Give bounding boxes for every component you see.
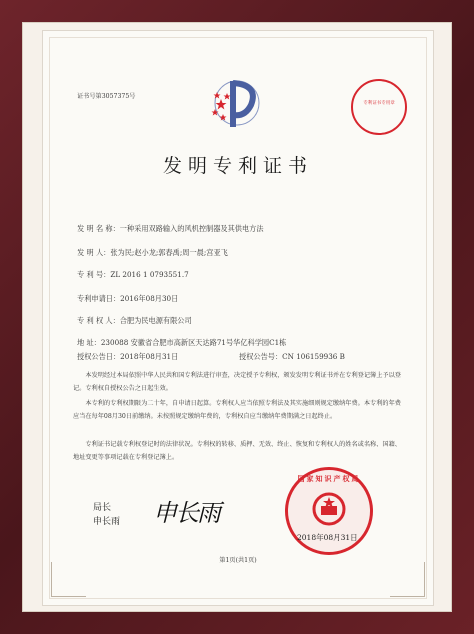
certificate-number: 证书号第3057375号 [77,93,136,100]
field-value: 张为民;赵小龙;郭春禹;周一晨;宫亚飞 [110,248,228,257]
paragraph-1: 本发明经过本局依照中华人民共和国专利法进行审查，决定授予专利权，颁发发明专利证书并在专利登记簿上予以登记。专利权自授权公告之日起生效。 [73,372,401,392]
field-label: 发 明 人： [77,248,111,257]
seal-date: 2018年08月31日 [297,533,358,542]
field-value: ZL 2016 1 0793551.7 [110,270,189,279]
certificate-paper [42,30,434,606]
corner-ornament [390,562,425,597]
field-label: 地 址： [77,338,101,347]
field-value: 一种采用双路输入的风机控制器及其供电方法 [119,224,264,233]
field-label: 专 利 权 人： [77,316,120,325]
field-label: 专利申请日： [77,294,121,303]
special-seal-stamp: 专利证书专用章 [351,79,407,135]
office-seal: 国家知识产权局 [285,467,373,555]
field-row [77,271,189,280]
field-label: 发 明 名 称： [77,224,120,233]
field-row [77,225,264,234]
certificate-title: 发明专利证书 [162,155,313,177]
paragraph-3: 专利证书记载专利权登记时的法律状况。专利权的转移、质押、无效、终止、恢复和专利权人的姓名或名称、国籍、地址变更等事项记载在专利登记簿上。 [73,441,401,461]
patent-office-logo-icon [211,73,267,133]
field-row [77,317,192,326]
director-name: 申长雨 [93,517,121,527]
field-label: 专 利 号： [77,270,111,279]
field-row [77,339,286,348]
field-value: 合肥为民电源有限公司 [119,316,192,325]
director-signature: 申长雨 [153,499,219,527]
field-value: 2016年08月30日 [120,294,179,303]
field-row [77,249,228,258]
field-value: 230088 安徽省合肥市高新区天达路71号华亿科学园C1栋 [100,338,287,347]
field-row [77,295,178,304]
grant-date-row: 授权公告日：2018年08月31日 [77,352,179,361]
page-indicator: 第1页(共1页) [219,557,257,564]
corner-ornament [51,562,86,597]
paragraph-2: 本专利的专利权期限为二十年，自申请日起算。专利权人应当依照专利法及其实施细则规定缴纳年费。本专利的年费应当在每年08月30日前缴纳。未按照规定缴纳年费的，专利权自应当缴纳年费期满之日起终止。 [73,400,401,420]
director-title: 局长 [93,503,112,513]
grant-number-row: 授权公告号：CN 106159936 B [239,352,345,361]
national-emblem-icon [310,490,348,528]
